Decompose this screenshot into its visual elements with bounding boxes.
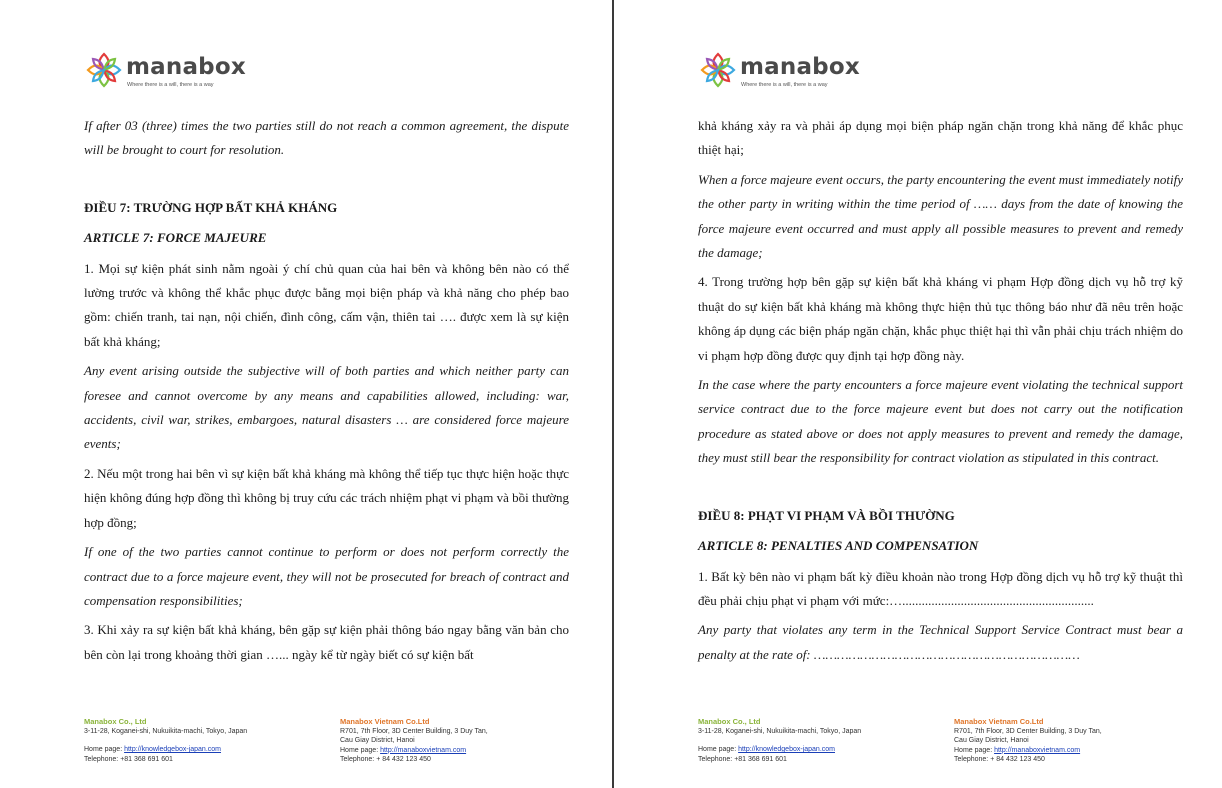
article-7-clause-3-vn-continued: khả kháng xảy ra và phải áp dụng mọi biện pháp ngăn chặn trong khả năng để khắc phục thiệt hại; [698,118,1183,158]
footer-vn-address-line-1: R701, 7th Floor, 3D Center Building, 3 Duy Tan, [340,727,488,735]
footer-vn-address-line-2: Cau Giay District, Hanoi [954,737,1029,744]
manabox-logo [84,50,244,90]
footer-jp-company: Manabox Co., Ltd [84,717,147,726]
document-page-right [614,0,1222,788]
footer-jp-homepage: Home page: http://knowledgebox-japan.com [698,746,835,753]
article-7-clause-3-vn: 3. Khi xảy ra sự kiện bất khả kháng, bên gặp sự kiện phải thông báo ngay bằng văn bản cho bên còn lại trong khoảng thời gian …... ngày kể từ ngày biết có sự kiện bất [84,622,569,662]
manabox-logo-icon [698,50,738,90]
footer-jp-company: Manabox Co., Ltd [698,717,761,726]
footer-japan-office [698,717,928,764]
brand-tagline: Where there is a will, there is a way [127,82,214,88]
footer-vietnam-office [954,717,1184,765]
footer-japan-office [84,717,314,764]
footer-vn-address-line-2: Cau Giay District, Hanoi [340,737,415,744]
footer-vn-homepage: Home page: http://manaboxvietnam.com [954,746,1081,754]
article-8-clause-1-vn: 1. Bất kỳ bên nào vi phạm bất kỳ điều khoản nào trong Hợp đồng dịch vụ hỗ trợ kỹ thuật thì đều phải chịu phạt vi phạm với mức:…........................................................... [698,568,1183,608]
footer-jp-homepage-link[interactable]: http://knowledgebox-japan.com [124,746,221,753]
article-8-heading-vn: ĐIỀU 8: PHẠT VI PHẠM VÀ BỒI THƯỜNG [698,507,955,523]
footer-vietnam-office [340,717,570,765]
article-7-clause-4-vn: 4. Trong trường hợp bên gặp sự kiện bất khả kháng vi phạm Hợp đồng dịch vụ hỗ trợ kỹ thuật do sự kiện bất khả kháng mà không thực hiện thủ tục thông báo như đã nêu trên hoặc không áp dụng các biện pháp ngăn chặn, khắc phục thiệt hại thì vẫn phải chịu trách nhiệm do vi phạm hợp đồng được quy định tại hợp đồng này. [698,274,1183,363]
dispute-paragraph-en: If after 03 (three) times the two parties still do not reach a common agreement, the dispute will be brought to court for resolution. [84,118,569,158]
footer-vn-phone: Telephone: + 84 432 123 450 [340,756,431,763]
footer-vn-phone: Telephone: + 84 432 123 450 [954,756,1045,763]
article-7-clause-1-en: Any event arising outside the subjective will of both parties and which neither party can foresee and cannot overcome by any means and capabilities allowed, including: war, accidents, civil war, strikes, embargoes, natural disasters … are considered force majeure events; [84,363,569,452]
article-7-clause-2-en: If one of the two parties cannot continue to perform or does not perform correctly the contract due to a force majeure event, they will not be prosecuted for breach of contract and compensation responsibilities; [84,544,569,608]
article-8-clause-1-en: Any party that violates any term in the Technical Support Service Contract must bear a penalty at the rate of: …………………………………………………………… [698,622,1183,662]
footer-jp-address: 3-11-28, Koganei-shi, Nukuikita-machi, Tokyo, Japan [698,727,862,735]
article-7-heading-en: ARTICLE 7: FORCE MAJEURE [84,230,267,246]
article-7-heading-vn: ĐIỀU 7: TRƯỜNG HỢP BẤT KHẢ KHÁNG [84,199,338,215]
footer-vn-address-line-1: R701, 7th Floor, 3D Center Building, 3 Duy Tan, [954,727,1102,735]
footer-vn-company: Manabox Vietnam Co.Ltd [340,717,430,726]
footer-vn-homepage: Home page: http://manaboxvietnam.com [340,746,467,754]
article-7-clause-4-en: In the case where the party encounters a force majeure event violating the technical support service contract due to the force majeure event but does not carry out the notification procedure as stated above or does not apply measures to prevent and remedy the damage, they must still bear the responsibility for contract violation as stipulated in this contract. [698,377,1183,466]
footer-jp-address: 3-11-28, Koganei-shi, Nukuikita-machi, Tokyo, Japan [84,727,248,735]
page-body [84,114,569,672]
page-body [698,114,1183,672]
footer-vn-homepage-link[interactable]: http://manaboxvietnam.com [380,746,467,754]
brand-name: manabox [126,54,246,80]
manabox-logo [698,50,858,90]
article-7-clause-2-vn: 2. Nếu một trong hai bên vì sự kiện bất khả kháng mà không thể tiếp tục thực hiện hoặc thực hiện không đúng hợp đồng thì không bị truy cứu các trách nhiệm phạt vi phạm và bồi thường hợp đồng; [84,465,569,530]
manabox-logo-icon [84,50,124,90]
footer-vn-company: Manabox Vietnam Co.Ltd [954,717,1044,726]
footer-vn-homepage-link[interactable]: http://manaboxvietnam.com [994,746,1081,754]
footer-jp-homepage-link[interactable]: http://knowledgebox-japan.com [738,746,835,753]
article-7-clause-1-vn: 1. Mọi sự kiện phát sinh nằm ngoài ý chí chủ quan của hai bên và không bên nào có thể lường trước và không thể khắc phục được bằng mọi biện pháp và khả năng cho phép bao gồm: chiến tranh, tai nạn, nội chiến, đình công, cấm vận, thiên tai …. được xem là sự kiện bất khả kháng; [84,260,569,349]
article-7-clause-3-en: When a force majeure event occurs, the party encountering the event must immediately notify the other party in writing within the time period of …… days from the date of knowing the force majeure event occurred and must apply all possible measures to prevent and remedy the damage; [698,171,1183,261]
brand-tagline: Where there is a will, there is a way [741,82,828,88]
footer-jp-homepage: Home page: http://knowledgebox-japan.com [84,746,221,753]
brand-name: manabox [740,54,860,80]
footer-jp-phone: Telephone: +81 368 691 601 [84,755,173,763]
article-8-heading-en: ARTICLE 8: PENALTIES AND COMPENSATION [698,538,979,554]
footer-jp-phone: Telephone: +81 368 691 601 [698,755,787,763]
